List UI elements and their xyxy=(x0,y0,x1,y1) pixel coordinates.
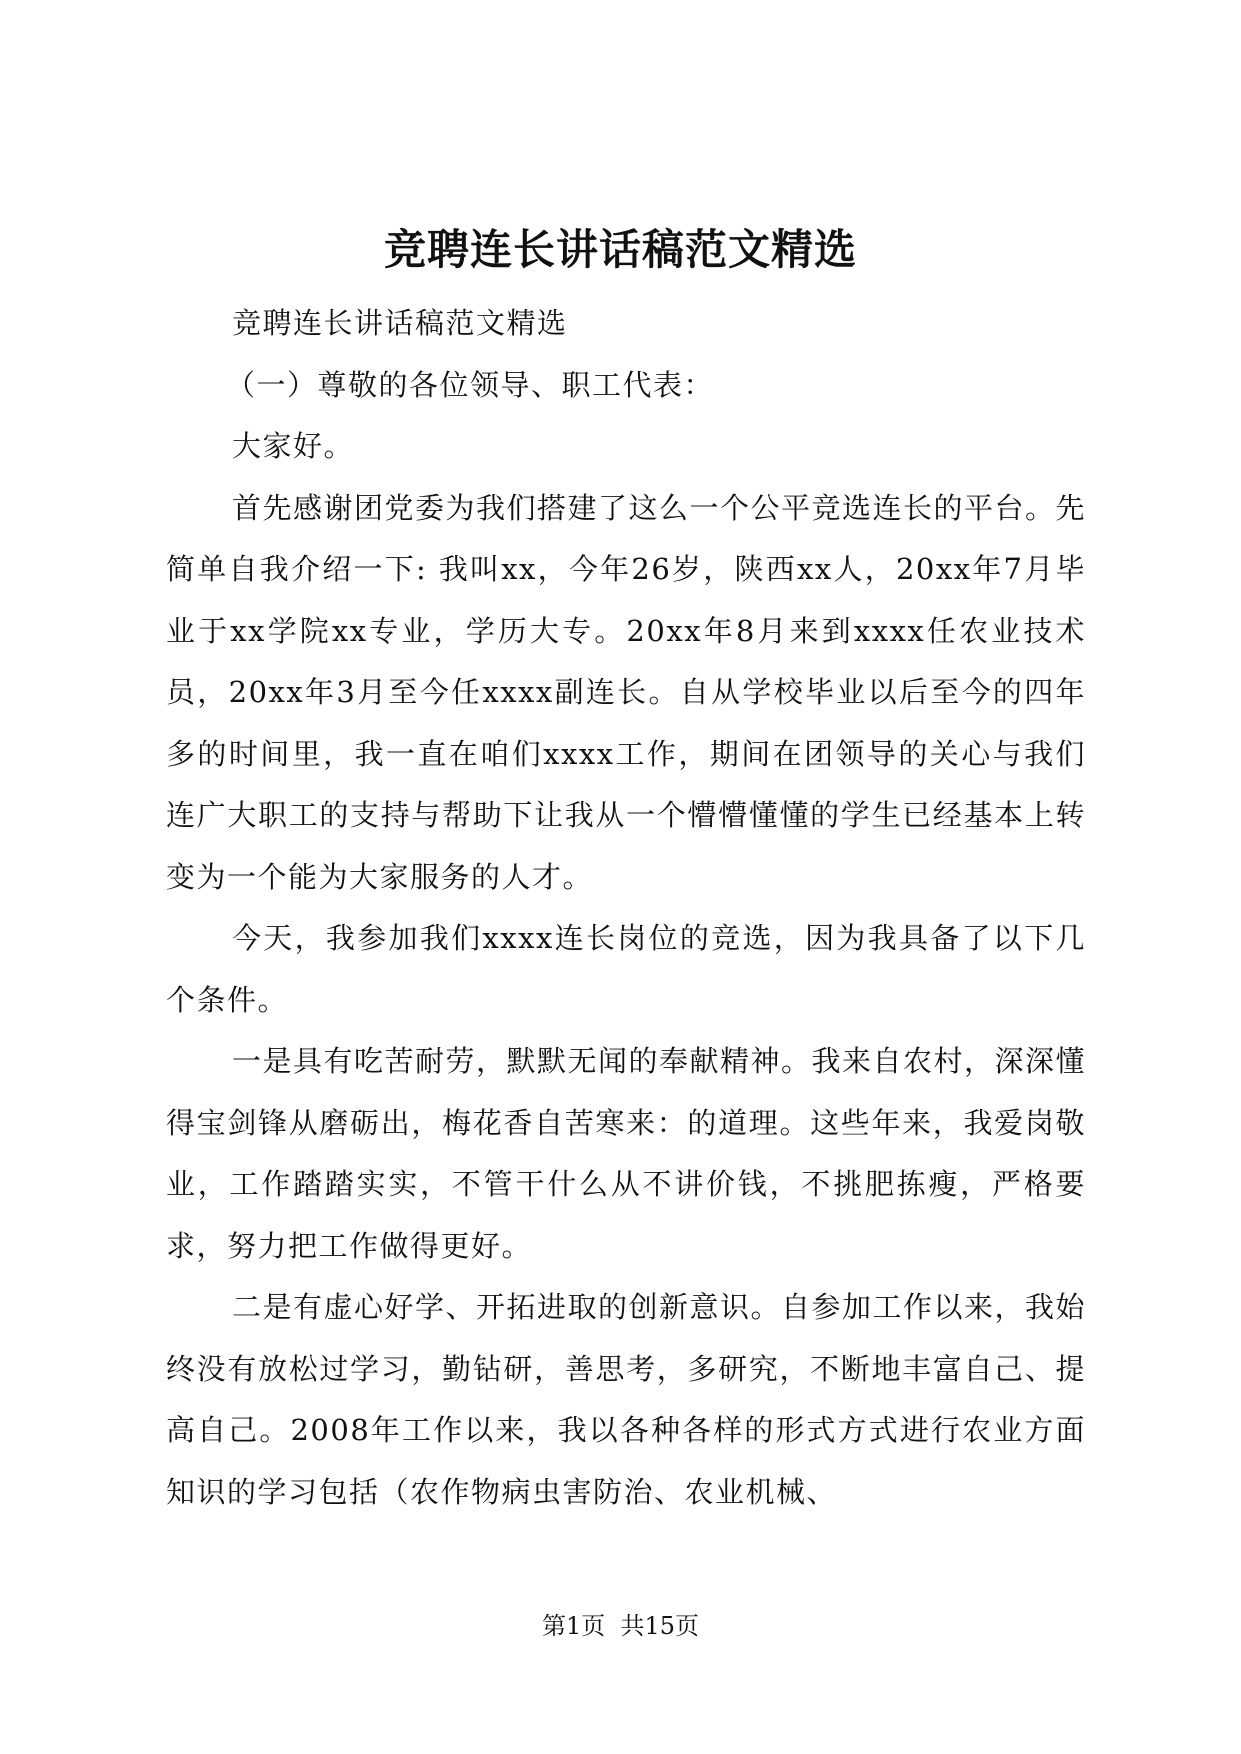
paragraph-introduction: 首先感谢团党委为我们搭建了这么一个公平竞选连长的平台。先简单自我介绍一下: 我叫xx，今年26岁，陕西xx人，20xx年7月毕业于xx学院xx专业，学历大专。20xx年8月来到xxxx任农业技术员，20xx年3月至今任xxxx副连长。自从学校毕业以后至今的四年多的时间里，我一直在咱们xxxx工作，期间在团领导的关心与我们连广大职工的支持与帮助下让我从一个懵懵懂懂的学生已经基本上转变为一个能为大家服务的人才。 xyxy=(166,490,1087,894)
paragraph-salutation: （一）尊敬的各位领导、职工代表： xyxy=(226,367,715,402)
paragraph-conditions-intro: 今天，我参加我们xxxx连长岗位的竞选，因为我具备了以下几个条件。 xyxy=(166,921,1086,1017)
paragraph-subtitle: 竞聘连长讲话稿范文精选 xyxy=(232,306,568,340)
footer-total-label: 共 xyxy=(620,1612,645,1640)
paragraph-condition-two: 二是有虚心好学、开拓进取的创新意识。自参加工作以来，我始终没有放松过学习，勤钻研，善思考，多研究，不断地丰富自己、提高自己。2008年工作以来，我以各种各样的形式方式进行农业方面知识的学习包括（农作物病虫害防治、农业机械、 xyxy=(166,1290,1087,1509)
footer-page-number: 1 xyxy=(565,1612,582,1640)
paragraph-greeting: 大家好。 xyxy=(232,429,355,463)
footer-page-label: 第 xyxy=(541,1612,566,1640)
document-title: 竞聘连长讲话稿范文精选 xyxy=(383,225,857,274)
page-footer xyxy=(0,1610,1241,1642)
footer-total-unit: 页 xyxy=(675,1612,700,1640)
footer-total-pages: 15 xyxy=(644,1612,676,1640)
footer-page-unit: 页 xyxy=(581,1612,606,1640)
paragraph-condition-one: 一是具有吃苦耐劳，默默无闻的奉献精神。我来自农村，深深懂得宝剑锋从磨砺出，梅花香自苦寒来：的道理。这些年来，我爱岗敬业，工作踏踏实实，不管干什么从不讲价钱，不挑肥拣瘦，严格要求，努力把工作做得更好。 xyxy=(166,1044,1087,1263)
document-body xyxy=(166,293,1086,1523)
